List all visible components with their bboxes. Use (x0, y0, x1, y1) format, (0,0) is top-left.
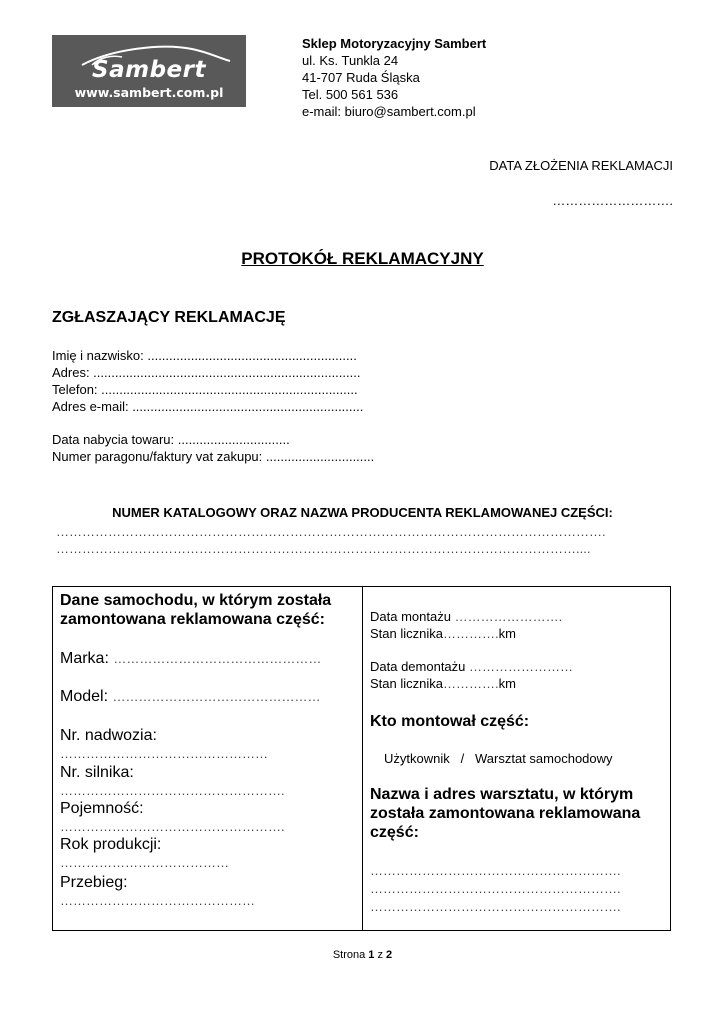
dismount-date-label: Data demontażu (370, 659, 466, 674)
brand-label: Marka: (60, 650, 109, 667)
mileage-label: Przebieg: (60, 874, 128, 891)
mount-date-row (370, 608, 562, 625)
table-divider (362, 586, 363, 931)
purchase-fields (52, 431, 374, 465)
part-line-2: ………………………………………………………………………………………………………….... (56, 541, 591, 556)
workshop-heading-line-3: część: (370, 824, 419, 841)
workshop-line-3: …………………………………………………. (370, 899, 621, 914)
section-heading-reporter: ZGŁASZAJĄCY REKLAMACJĘ (52, 309, 286, 326)
meter1-dots: …………. (442, 626, 499, 641)
workshop-line-2: …………………………………………………. (370, 881, 621, 896)
year-label: Rok produkcji: (60, 836, 162, 853)
part-line-1: ………………………………………………………………………………………………………………. (56, 524, 606, 539)
engine-label: Nr. silnika: (60, 764, 134, 781)
vin-dots: ………………………………………… (60, 746, 268, 761)
model-dots: ………………………………………… (112, 689, 321, 704)
page-footer (0, 949, 725, 961)
logo-url: www.sambert.com.pl (74, 85, 224, 100)
year-dots: ………………………………… (60, 855, 229, 870)
car-heading-line-1: Dane samochodu, w którym została (60, 592, 332, 609)
page-title: PROTOKÓŁ REKLAMACYJNY (241, 249, 484, 268)
meter2-label: Stan licznika (370, 676, 443, 691)
company-city: 41-707 Ruda Śląska (302, 70, 420, 85)
meter1-row (370, 625, 516, 642)
company-email: e-mail: biuro@sambert.com.pl (302, 104, 476, 119)
vin-label: Nr. nadwozia: (60, 727, 157, 744)
who-installed-heading: Kto montował część: (370, 713, 530, 730)
meter1-label: Stan licznika (370, 626, 443, 641)
company-address (302, 35, 486, 120)
email-field: Adres e-mail: ................................................................ (52, 399, 364, 414)
footer-page-number: 1 (368, 949, 375, 961)
workshop-line-1: …………………………………………………. (370, 863, 621, 878)
company-phone: Tel. 500 561 536 (302, 87, 399, 102)
address-field: Adres: .......................................................................... (52, 365, 361, 380)
model-row (60, 687, 320, 706)
footer-separator: z (377, 949, 383, 961)
capacity-dots: ……………………………………………. (60, 819, 285, 834)
meter2-row (370, 675, 516, 692)
mileage-dots: ……………………………………… (60, 893, 255, 908)
brand-row (60, 649, 321, 668)
capacity-label: Pojemność: (60, 800, 144, 817)
company-name: Sklep Motoryzacyjny Sambert (302, 36, 487, 51)
logo-name: Sambert (92, 57, 206, 83)
reporter-fields (52, 347, 363, 415)
who-installed-options: Użytkownik / Warsztat samochodowy (384, 751, 613, 766)
company-street: ul. Ks. Tunkla 24 (302, 53, 399, 68)
footer-page-total: 2 (386, 949, 393, 961)
part-heading: NUMER KATALOGOWY ORAZ NAZWA PRODUCENTA REKLAMOWANEJ CZĘŚCI: (112, 505, 613, 520)
date-field: ………………………. (552, 193, 673, 208)
dismount-date-dots: …………………… (469, 659, 574, 674)
mount-date-label: Data montażu (370, 609, 451, 624)
brand-dots: ………………………………………… (113, 651, 322, 666)
car-heading-line-2: zamontowana reklamowana część: (60, 611, 325, 628)
workshop-heading-line-2: została zamontowana reklamowana (370, 805, 641, 822)
workshop-heading-line-1: Nazwa i adres warsztatu, w którym (370, 786, 634, 803)
receipt-field: Numer paragonu/faktury vat zakupu: .............................. (52, 449, 375, 464)
mount-date-dots: ……………………. (454, 609, 563, 624)
meter2-dots: …………. (442, 676, 499, 691)
meter1-unit: km (498, 626, 516, 641)
dismount-date-row (370, 658, 573, 675)
name-field: Imię i nazwisko: .......................................................... (52, 348, 357, 363)
purchase-date-field: Data nabycia towaru: ............................... (52, 432, 290, 447)
company-logo (52, 35, 246, 107)
date-label: DATA ZŁOŻENIA REKLAMACJI (489, 158, 673, 173)
meter2-unit: km (498, 676, 516, 691)
phone-field: Telefon: ....................................................................... (52, 382, 358, 397)
footer-prefix: Strona (332, 949, 366, 961)
engine-dots: ……………………………………………. (60, 783, 285, 798)
model-label: Model: (60, 688, 109, 705)
